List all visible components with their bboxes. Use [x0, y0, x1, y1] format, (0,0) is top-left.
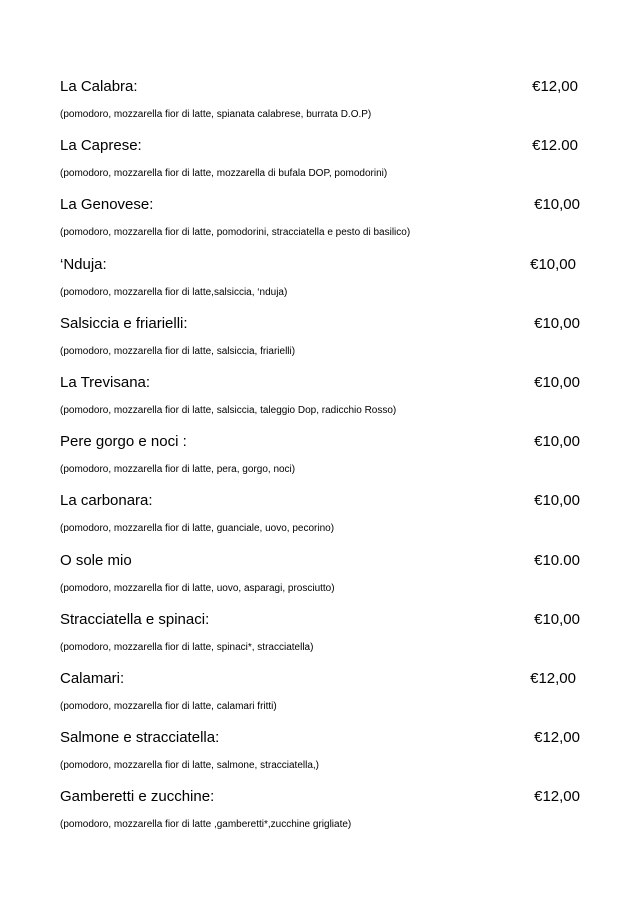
menu-item-price: €12,00: [532, 78, 578, 95]
menu-item-description: (pomodoro, mozzarella fior di latte, pomodorini, stracciatella e pesto di basilico): [60, 227, 411, 239]
menu-item-price: €10.00: [534, 551, 580, 569]
menu-item-pere-gorgo-e-noci: [60, 429, 580, 488]
menu-item-price: €12.00: [532, 137, 578, 155]
menu-item-calamari: [60, 666, 580, 725]
menu-item-description: (pomodoro, mozzarella fior di latte,salsiccia, ‘nduja): [60, 286, 288, 298]
menu-item-description: (pomodoro, mozzarella fior di latte, spianata calabrese, burrata D.O.P): [60, 109, 372, 120]
menu-item-name: La Calabra:: [60, 78, 138, 95]
menu-item-name: Stracciatella e spinaci:: [60, 610, 210, 628]
menu-item-name: ‘Nduja:: [60, 255, 107, 273]
menu-item-price: €10,00: [534, 196, 580, 214]
menu-item-la-carbonara: [60, 488, 580, 547]
menu-item-name: La Genovese:: [60, 196, 154, 214]
menu-item-description: (pomodoro, mozzarella fior di latte ,gamberetti*,zucchine grigliate): [60, 819, 352, 831]
menu-item-name: Gamberetti e zucchine:: [60, 788, 215, 806]
menu-item-price: €10,00: [534, 610, 580, 628]
menu-item-price: €12,00: [534, 729, 580, 747]
menu-item-description: (pomodoro, mozzarella fior di latte, salsiccia, taleggio Dop, radicchio Rosso): [60, 404, 397, 416]
menu-item-name: Salsiccia e friarielli:: [60, 314, 188, 332]
menu-item-price: €12,00: [530, 669, 576, 687]
menu-item-description: (pomodoro, mozzarella fior di latte, calamari fritti): [60, 700, 277, 712]
pizza-menu-list: [60, 74, 580, 843]
menu-item-description: (pomodoro, mozzarella fior di latte, pera, gorgo, noci): [60, 464, 296, 476]
menu-item-nduja: [60, 252, 580, 311]
menu-item-description: (pomodoro, mozzarella fior di latte, salmone, stracciatella,): [60, 760, 319, 772]
menu-item-name: Calamari:: [60, 669, 125, 687]
menu-item-la-calabra: [60, 74, 580, 133]
menu-item-price: €10,00: [534, 314, 580, 332]
menu-item-salmone-e-stracciatella: [60, 725, 580, 784]
menu-item-name: La carbonara:: [60, 492, 153, 510]
menu-item-price: €10,00: [534, 433, 580, 451]
menu-item-price: €10,00: [534, 373, 580, 391]
menu-item-name: La Caprese:: [60, 137, 142, 155]
menu-item-o-sole-mio: [60, 548, 580, 607]
menu-item-stracciatella-e-spinaci: [60, 607, 580, 666]
menu-item-gamberetti-e-zucchine: [60, 784, 580, 843]
menu-item-la-genovese: [60, 192, 580, 251]
menu-item-name: Pere gorgo e noci :: [60, 433, 187, 451]
menu-item-name: Salmone e stracciatella:: [60, 729, 220, 747]
menu-item-name: O sole mio: [60, 551, 132, 569]
menu-item-la-trevisana: [60, 370, 580, 429]
menu-item-price: €12,00: [534, 788, 580, 806]
menu-item-description: (pomodoro, mozzarella fior di latte, salsiccia, friarielli): [60, 345, 296, 357]
menu-item-name: La Trevisana:: [60, 373, 151, 391]
menu-item-salsiccia-e-friarielli: [60, 311, 580, 370]
menu-item-price: €10,00: [530, 255, 576, 273]
menu-item-description: (pomodoro, mozzarella fior di latte, uovo, asparagi, prosciutto): [60, 582, 335, 594]
menu-item-description: (pomodoro, mozzarella fior di latte, guanciale, uovo, pecorino): [60, 523, 335, 535]
menu-item-description: (pomodoro, mozzarella fior di latte, mozzarella di bufala DOP, pomodorini): [60, 168, 388, 180]
menu-item-description: (pomodoro, mozzarella fior di latte, spinaci*, stracciatella): [60, 641, 314, 653]
menu-item-la-caprese: [60, 133, 580, 192]
menu-item-price: €10,00: [534, 492, 580, 510]
